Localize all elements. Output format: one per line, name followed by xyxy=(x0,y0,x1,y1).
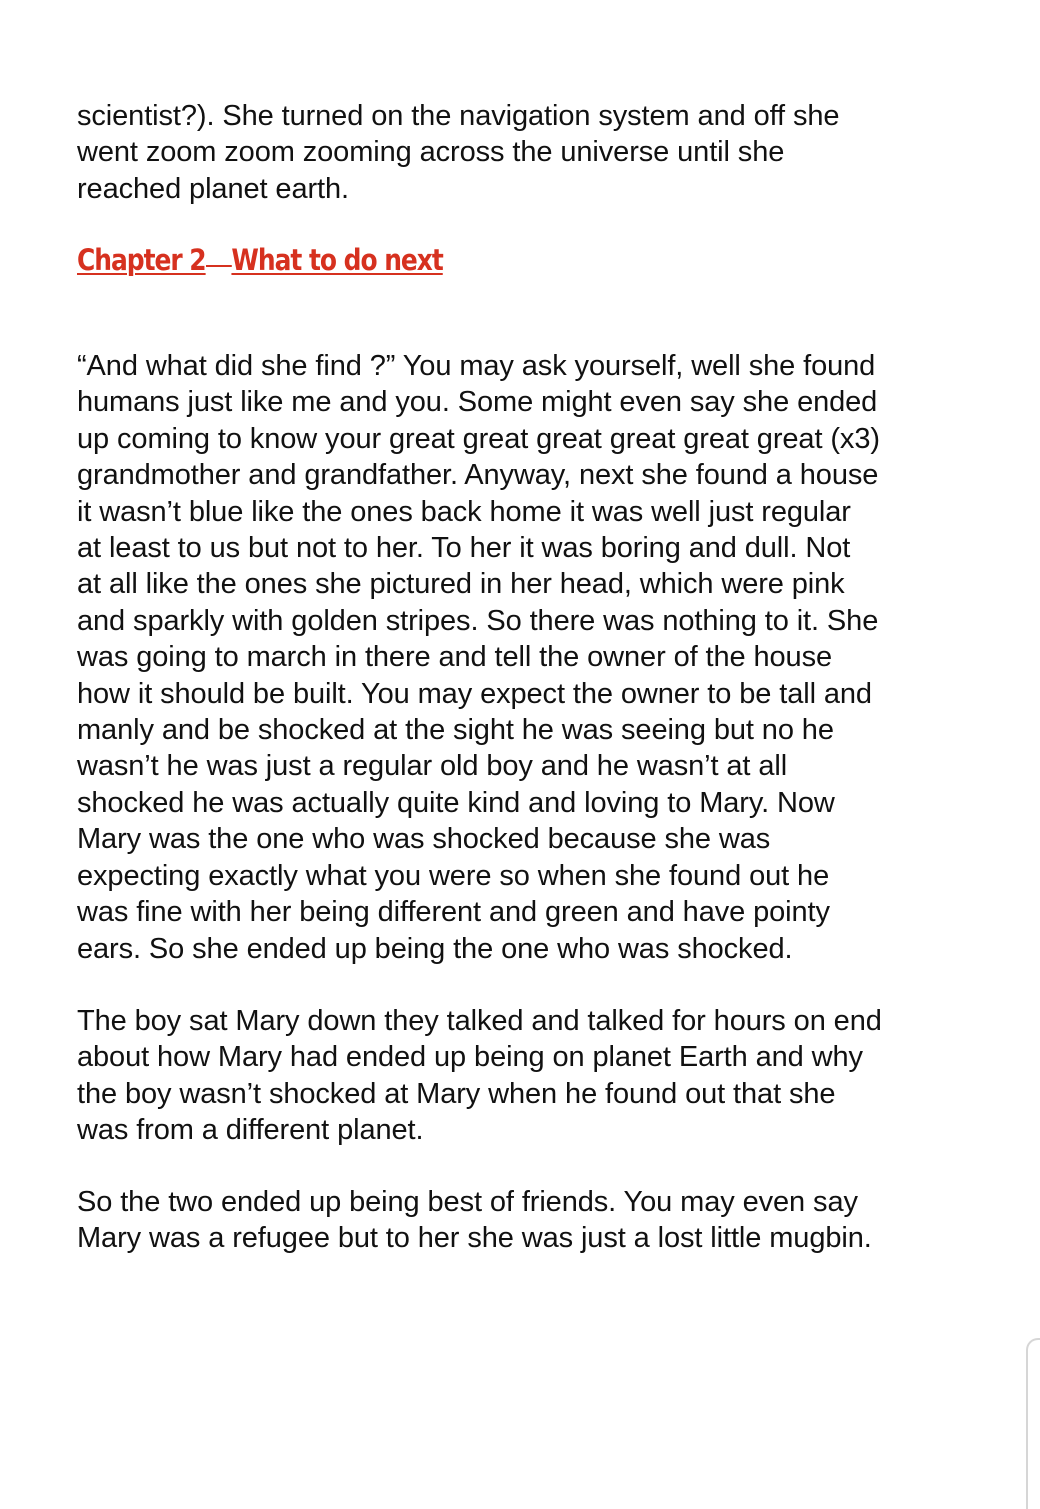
scroll-handle[interactable] xyxy=(1026,1338,1040,1509)
paragraph-3 xyxy=(77,1003,977,1149)
chapter-number: Chapter 2 xyxy=(77,243,206,277)
text-line: humans just like me and you. Some might even say she ended xyxy=(77,386,878,419)
text-line: at all like the ones she pictured in her head, which were pink xyxy=(77,568,845,601)
text-line: grandmother and grandfather. Anyway, next she found a house xyxy=(77,459,879,492)
text-line: was fine with her being different and green and have pointy xyxy=(77,896,830,929)
text-line: “And what did she find ?” You may ask yourself, well she found xyxy=(77,350,876,382)
text-line: was going to march in there and tell the owner of the house xyxy=(77,641,833,674)
text-line: how it should be built. You may expect the owner to be tall and xyxy=(77,677,872,710)
chapter-heading-spacer xyxy=(206,240,232,267)
text-line: scientist?). She turned on the navigation system and off she xyxy=(77,100,840,132)
text-line: wasn’t he was just a regular old boy and he wasn’t at all xyxy=(77,750,788,783)
paragraph-1 xyxy=(77,98,977,207)
text-line: went zoom zoom zooming across the universe until she xyxy=(77,136,785,169)
text-line: expecting exactly what you were so when she found out he xyxy=(77,859,830,892)
text-line: Mary was a refugee but to her she was just a lost little mugbin. xyxy=(77,1222,872,1255)
paragraph-2 xyxy=(77,348,977,967)
text-line: ears. So she ended up being the one who was shocked. xyxy=(77,932,793,965)
text-line: Mary was the one who was shocked because she was xyxy=(77,823,771,856)
text-line: manly and be shocked at the sight he was seeing but no he xyxy=(77,714,834,747)
text-line: So the two ended up being best of friends. You may even say xyxy=(77,1186,858,1218)
paragraph-4 xyxy=(77,1184,977,1257)
text-line: the boy wasn’t shocked at Mary when he found out that she xyxy=(77,1077,836,1110)
text-line: at least to us but not to her. To her it was boring and dull. Not xyxy=(77,532,851,565)
text-line: it wasn’t blue like the ones back home it was well just regular xyxy=(77,495,851,528)
text-line: up coming to know your great great great great great great (x3) xyxy=(77,422,880,455)
text-line: reached planet earth. xyxy=(77,172,349,205)
text-line: The boy sat Mary down they talked and talked for hours on end xyxy=(77,1005,882,1037)
chapter-heading xyxy=(77,240,443,280)
text-line: shocked he was actually quite kind and loving to Mary. Now xyxy=(77,786,835,819)
text-line: was from a different planet. xyxy=(77,1114,424,1147)
text-line: and sparkly with golden stripes. So there was nothing to it. She xyxy=(77,604,879,637)
chapter-title: What to do next xyxy=(231,243,443,277)
text-line: about how Mary had ended up being on planet Earth and why xyxy=(77,1041,863,1074)
